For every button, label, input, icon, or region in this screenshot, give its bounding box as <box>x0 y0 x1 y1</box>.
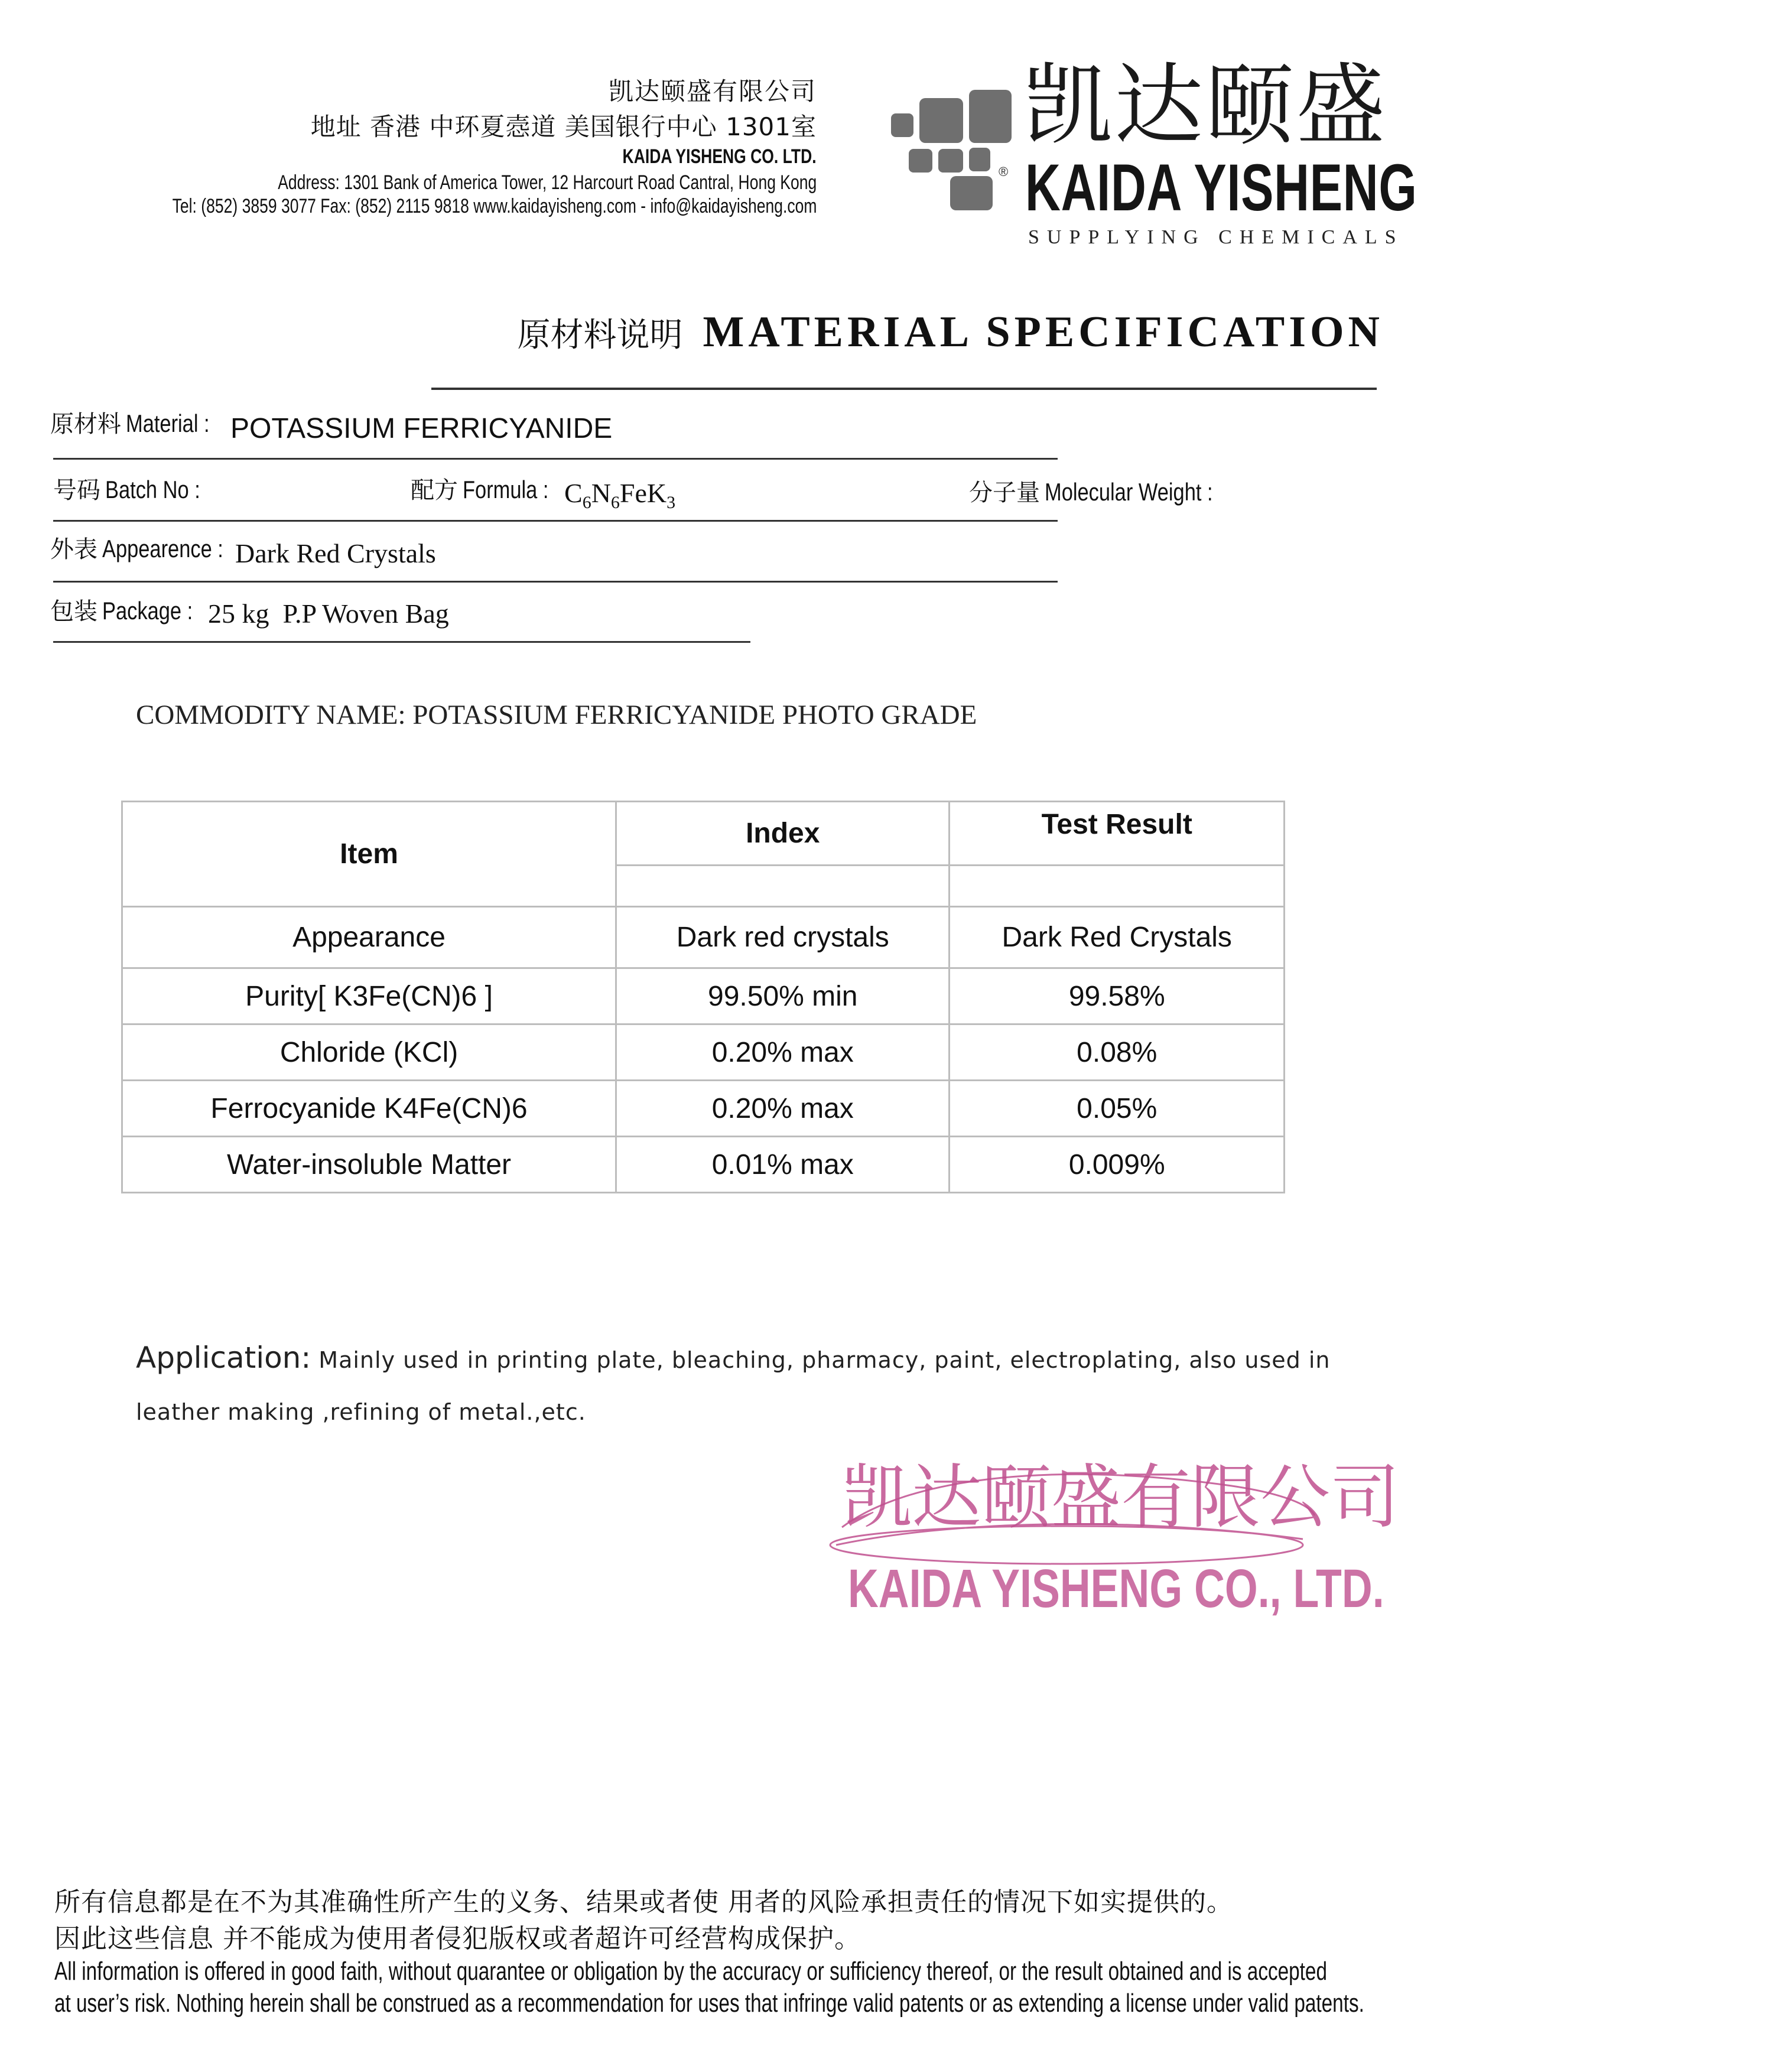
formula-part: N <box>591 478 611 508</box>
batch-label <box>53 471 221 505</box>
header-item: Item <box>122 802 616 907</box>
appearance-value: Dark Red Crystals <box>235 538 436 568</box>
formula-label-en: Formula : <box>463 476 549 503</box>
logo-tagline: SUPPLYING CHEMICALS <box>1028 226 1404 248</box>
disclaimer-cn-line1: 所有信息都是在不为其准确性所产生的义务、结果或者使 用者的风险承担责任的情况下如实提供的。 <box>54 1887 1233 1917</box>
application-label: Application: <box>136 1341 311 1375</box>
page-title-en: MATERIAL SPECIFICATION <box>703 308 1384 356</box>
spec-table <box>121 801 1285 1193</box>
table-header-row <box>122 802 1285 866</box>
disclaimer-en-line2-text: at user’s risk. Nothing herein shall be construed as a recommendation for uses that infringe valid patents or as extending a license under valid patents. <box>54 1989 1364 2018</box>
formula-value <box>564 477 675 513</box>
formula-label <box>411 471 567 505</box>
cell-index: 0.01% max <box>616 1137 950 1193</box>
appearance-label-en: Appearence : <box>102 535 223 562</box>
square-blocks-logo-icon <box>891 90 1012 210</box>
package-value: 25 kg P.P Woven Bag <box>208 598 449 629</box>
table-row <box>122 1137 1285 1193</box>
appearance-label <box>50 531 250 564</box>
package-label <box>50 593 213 626</box>
application-text: Mainly used in printing plate, bleaching, pharmacy, paint, electroplating, also used in leather making ,refining of metal.,etc. <box>136 1347 1331 1425</box>
batch-label-cn: 号码 <box>53 477 100 504</box>
formula-subscript: 3 <box>666 493 676 513</box>
formula-subscript: 6 <box>582 493 591 513</box>
stamp-text-cn: 凯达颐盛有限公司 <box>842 1456 1400 1538</box>
formula-part: C <box>564 478 583 508</box>
page-title <box>518 307 1384 357</box>
material-label <box>50 405 228 439</box>
logo-text-en <box>1025 151 1555 225</box>
header-test-result: Test Result <box>950 802 1285 866</box>
header-index-spacer <box>616 866 950 907</box>
material-label-en: Material : <box>126 409 210 437</box>
molecular-weight-label-cn: 分子量 <box>969 479 1040 506</box>
cell-index: 0.20% max <box>616 1024 950 1081</box>
cell-index: 99.50% min <box>616 968 950 1024</box>
cell-result: 0.08% <box>950 1024 1285 1081</box>
application-paragraph <box>136 1334 1377 1440</box>
company-name-en <box>568 145 817 168</box>
formula-part: FeK <box>619 478 667 508</box>
table-row <box>122 907 1285 968</box>
cell-result: 0.009% <box>950 1137 1285 1193</box>
formula-subscript: 6 <box>610 493 620 513</box>
company-contact-text: Tel: (852) 3859 3077 Fax: (852) 2115 9818 www.kaidayisheng.com - info@kaidayisheng.com <box>172 195 817 217</box>
molecular-weight-label <box>969 474 1250 508</box>
logo-text-en-label: KAIDA YISHENG <box>1025 151 1417 225</box>
disclaimer-cn-line2: 因此这些信息 并不能成为使用者侵犯版权或者超许可经营构成保护。 <box>54 1924 861 1954</box>
package-label-cn: 包装 <box>50 598 97 625</box>
company-contact <box>0 195 817 218</box>
disclaimer-en-line2 <box>54 1989 1785 2018</box>
company-address-en-text: Address: 1301 Bank of America Tower, 12 Harcourt Road Cantral, Hong Kong <box>277 171 817 194</box>
formula-label-cn: 配方 <box>411 477 458 504</box>
logo-text-cn: 凯达颐盛 <box>1023 54 1388 157</box>
table-row <box>122 968 1285 1024</box>
title-divider <box>431 388 1377 390</box>
header-index: Index <box>616 802 950 866</box>
company-address-cn: 地址 香港 中环夏悫道 美国银行中心 1301室 <box>310 112 817 141</box>
cell-item: Water-insoluble Matter <box>122 1137 616 1193</box>
registered-mark: ® <box>999 164 1009 179</box>
cell-result: Dark Red Crystals <box>950 907 1285 968</box>
appearance-divider <box>53 581 1058 583</box>
package-label-en: Package : <box>102 597 193 624</box>
molecular-weight-label-en: Molecular Weight : <box>1045 478 1213 506</box>
material-label-cn: 原材料 <box>50 411 121 438</box>
page-title-cn: 原材料说明 <box>517 315 683 354</box>
cell-result: 99.58% <box>950 968 1285 1024</box>
cell-item: Chloride (KCl) <box>122 1024 616 1081</box>
package-divider <box>53 641 750 643</box>
cell-index: Dark red crystals <box>616 907 950 968</box>
table-row <box>122 1081 1285 1137</box>
cell-item: Appearance <box>122 907 616 968</box>
cell-item: Purity[ K3Fe(CN)6 ] <box>122 968 616 1024</box>
header-result-spacer <box>950 866 1285 907</box>
company-name-en-text: KAIDA YISHENG CO. LTD. <box>622 145 817 168</box>
batch-label-en: Batch No : <box>105 476 200 503</box>
appearance-label-cn: 外表 <box>50 536 97 563</box>
disclaimer-en-line1 <box>54 1957 1735 1986</box>
cell-result: 0.05% <box>950 1081 1285 1137</box>
table-row <box>122 1024 1285 1081</box>
material-value: POTASSIUM FERRICYANIDE <box>230 413 613 444</box>
material-divider <box>53 458 1058 460</box>
cell-item: Ferrocyanide K4Fe(CN)6 <box>122 1081 616 1137</box>
cell-index: 0.20% max <box>616 1081 950 1137</box>
disclaimer-en-line1-text: All information is offered in good faith, without quarantee or obligation by the accuracy or sufficiency thereof, or the result obtained and is accepted <box>54 1957 1327 1986</box>
company-name-cn: 凯达颐盛有限公司 <box>608 77 817 106</box>
stamp-text-en: KAIDA YISHENG CO., LTD. <box>848 1558 1384 1619</box>
company-stamp <box>818 1450 1400 1619</box>
commodity-name: COMMODITY NAME: POTASSIUM FERRICYANIDE PHOTO GRADE <box>136 700 977 730</box>
batch-divider <box>53 520 1058 522</box>
company-address-en <box>126 171 817 194</box>
